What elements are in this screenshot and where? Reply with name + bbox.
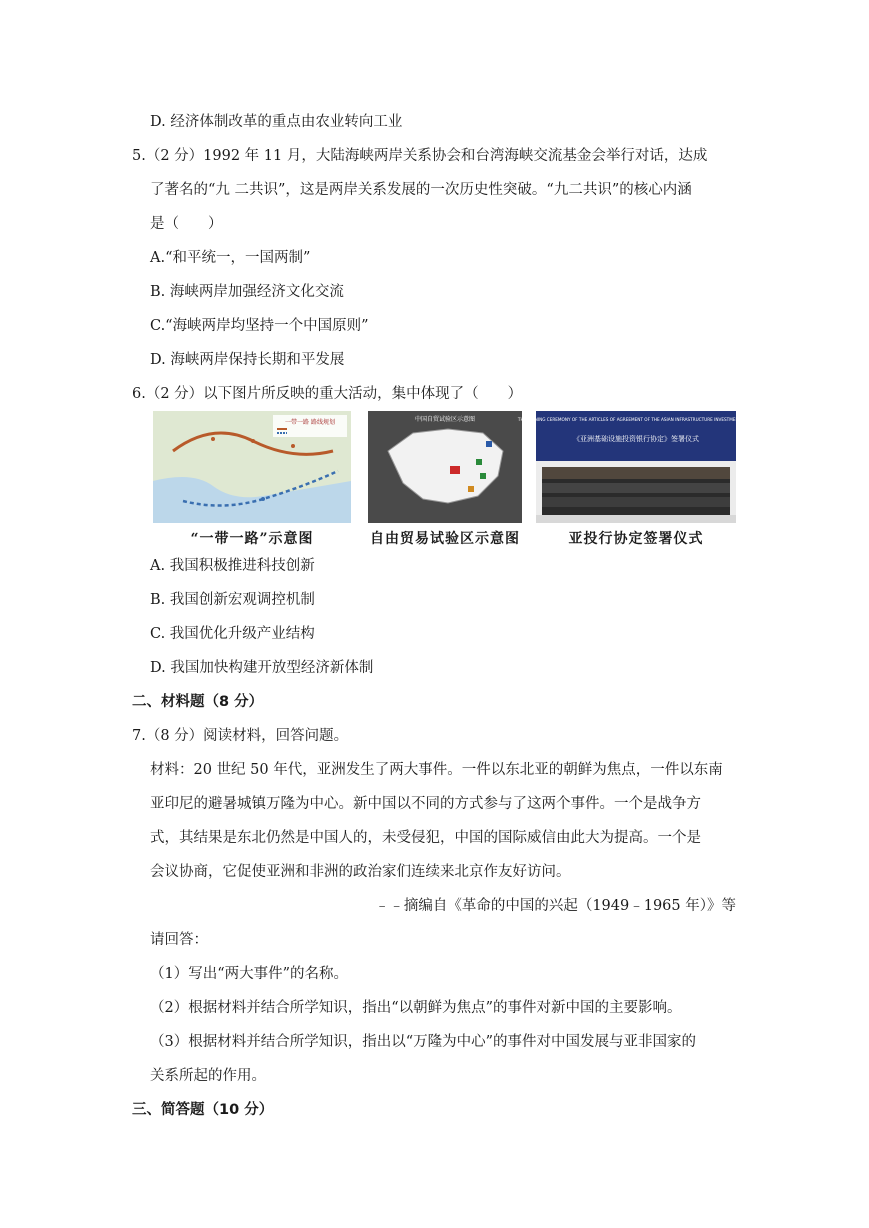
q5-option-c: C.“海峡两岸均坚持一个中国原则” bbox=[150, 318, 369, 334]
q7-material-line3: 式，其结果是东北仍然是中国人的，未受侵犯，中国的国际威信由此大为提高。一个是 bbox=[150, 830, 701, 846]
q7-material-line4: 会议协商，它促使亚洲和非洲的政治家们连续来北京作友好访问。 bbox=[150, 864, 571, 880]
q7-source: ﹣﹣摘编自《革命的中国的兴起（1949﹣1965 年）》等 bbox=[374, 898, 736, 914]
section2-title: 二、材料题（8 分） bbox=[132, 694, 264, 710]
q4-option-d: D. 经济体制改革的重点由农业转向工业 bbox=[150, 114, 403, 130]
q7-prompt: 请回答： bbox=[150, 932, 208, 948]
belt-road-map-graphic bbox=[153, 411, 351, 523]
belt-road-map-image bbox=[153, 411, 351, 523]
belt-road-inner-title: 一带一路 路线规划 bbox=[285, 419, 335, 426]
aiib-ceremony-graphic bbox=[517, 411, 755, 523]
q7-sub3-line2: 关系所起的作用。 bbox=[150, 1068, 266, 1084]
q6-option-d: D. 我国加快构建开放型经济新体制 bbox=[150, 660, 374, 676]
q7-material-line1: 材料：20 世纪 50 年代，亚洲发生了两大事件。一件以东北亚的朝鲜为焦点，一件以东南 bbox=[150, 762, 723, 778]
q5-option-a: A.“和平统一，一国两制” bbox=[150, 250, 311, 266]
q6-option-b: B. 我国创新宏观调控机制 bbox=[150, 592, 315, 608]
q6-option-c: C. 我国优化升级产业结构 bbox=[150, 626, 315, 642]
free-trade-zone-caption: 自由贸易试验区示意图 bbox=[370, 531, 520, 547]
section3-title: 三、简答题（10 分） bbox=[132, 1102, 274, 1118]
aiib-ceremony-caption: 亚投行协定签署仪式 bbox=[568, 531, 704, 547]
q5-stem-line2: 了著名的“九 二共识”，这是两岸关系发展的一次历史性突破。“九二共识”的核心内涵 bbox=[150, 182, 692, 198]
aiib-ceremony-photo bbox=[517, 411, 755, 523]
q7-sub1: （1）写出“两大事件”的名称。 bbox=[150, 966, 349, 982]
free-trade-inner-title: 中国自贸试验区示意图 bbox=[414, 416, 476, 423]
q7-sub3-line1: （3）根据材料并结合所学知识，指出以“万隆为中心”的事件对中国发展与亚非国家的 bbox=[150, 1034, 697, 1050]
q7-sub2: （2）根据材料并结合所学知识，指出“以朝鲜为焦点”的事件对新中国的主要影响。 bbox=[150, 1000, 682, 1016]
aiib-inner-title-en: THE SIGNING CEREMONY OF THE ARTICLES OF AGREEMENT OF THE ASIAN INFRASTRUCTURE INVESTMENT BANK bbox=[517, 417, 755, 422]
q6-stem: 6.（2 分）以下图片所反映的重大活动，集中体现了（ ） bbox=[132, 386, 523, 402]
q5-stem-line1: 5.（2 分）1992 年 11 月，大陆海峡两岸关系协会和台湾海峡交流基金会举行对话，达成 bbox=[132, 148, 708, 164]
q5-option-d: D. 海峡两岸保持长期和平发展 bbox=[150, 352, 345, 368]
q6-option-a: A. 我国积极推进科技创新 bbox=[150, 558, 315, 574]
q5-option-b: B. 海峡两岸加强经济文化交流 bbox=[150, 284, 344, 300]
free-trade-zone-map-graphic bbox=[368, 411, 522, 523]
aiib-inner-title-cn: 《亚洲基础设施投资银行协定》签署仪式 bbox=[573, 435, 699, 443]
q5-stem-line3: 是（ ） bbox=[150, 216, 223, 232]
q7-material-line2: 亚印尼的避暑城镇万隆为中心。新中国以不同的方式参与了这两个事件。一个是战争方 bbox=[150, 796, 701, 812]
q7-stem: 7.（8 分）阅读材料，回答问题。 bbox=[132, 728, 349, 744]
free-trade-zone-map-image bbox=[368, 411, 522, 523]
belt-road-caption: “一带一路”示意图 bbox=[190, 531, 314, 547]
